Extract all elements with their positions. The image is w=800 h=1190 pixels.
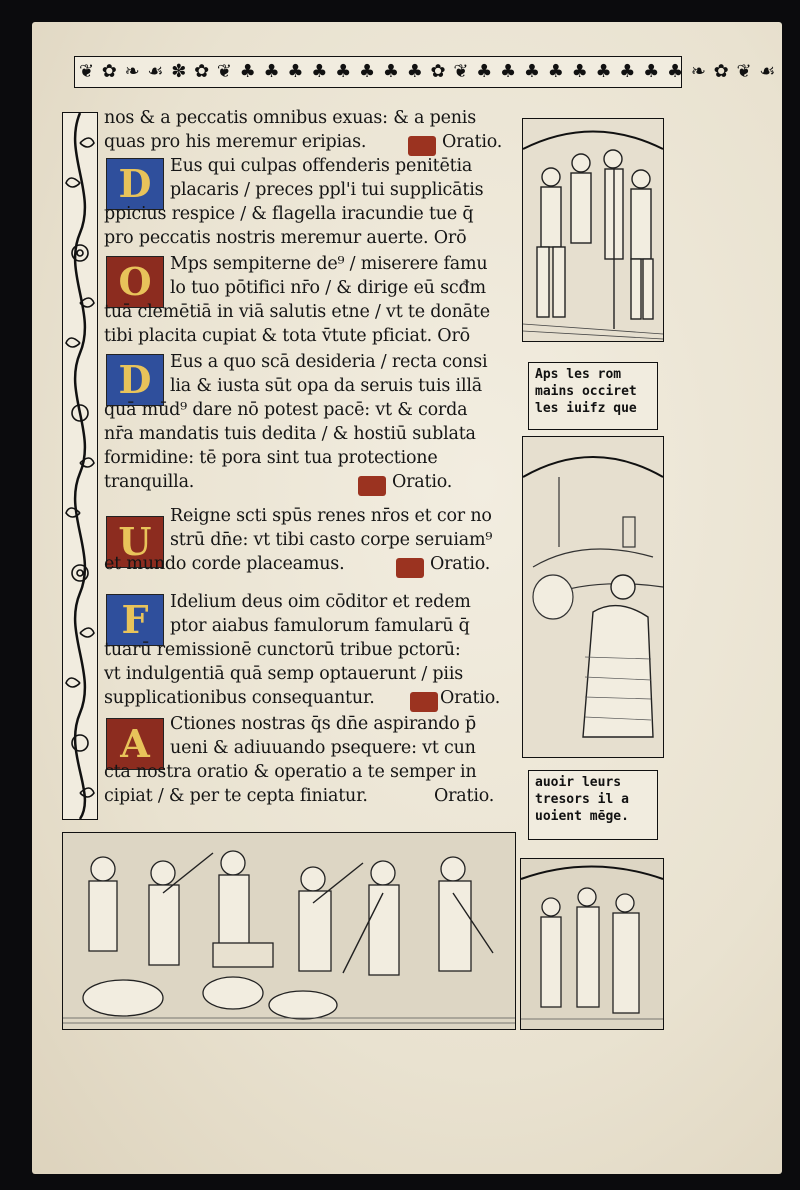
oratio-heading: Oratio. <box>434 786 495 806</box>
illuminated-initial: D <box>106 158 164 210</box>
caption-line: mains occiret <box>535 384 637 399</box>
woodcut-massacre-scene <box>62 832 516 1030</box>
caption-line: Aps les rom <box>535 367 622 382</box>
illuminated-initial: U <box>106 516 164 568</box>
text-line: Eus qui culpas offenderis penitētia <box>170 156 473 176</box>
text-line: tranquilla. <box>104 472 195 492</box>
text-line: cta nostra oratio & operatio a te semper in <box>104 762 477 782</box>
woodcut-small-scene <box>520 858 664 1030</box>
rubric-mark <box>358 476 386 496</box>
woodcut-figures <box>523 119 663 341</box>
caption-line: uoient mēge. <box>535 809 629 824</box>
text-line: pro peccatis nostris meremur auerte. Orō <box>104 228 467 248</box>
text-line: Mps sempiterne de⁹ / miserere famu <box>170 254 488 274</box>
text-line: cipiat / & per te cepta finiatur. <box>104 786 368 806</box>
illuminated-initial: F <box>106 594 164 646</box>
caption-line: tresors il a <box>535 792 629 807</box>
prayer-text-block <box>104 108 516 828</box>
top-ornamental-border <box>74 56 777 88</box>
rubric-mark <box>396 558 424 578</box>
text-line: Ctiones nostras q̄s dn̄e aspirando p̄ <box>170 714 477 734</box>
rubric-mark <box>408 136 436 156</box>
caption-line: auoir leurs <box>535 775 622 790</box>
text-line: Idelium deus oim cōditor et redem <box>170 592 471 612</box>
oratio-heading: Oratio. <box>440 688 501 708</box>
text-line: ppicius respice / & flagella iracundie tue q̄ <box>104 204 474 224</box>
text-line: nr̄a mandatis tuis dedita / & hostiū sublata <box>104 424 476 444</box>
vine-ornament <box>63 113 97 819</box>
text-line: ueni & adiuuando psequere: vt cun <box>170 738 476 758</box>
text-line: quas pro his meremur eripias. <box>104 132 367 152</box>
text-line: nos & a peccatis omnibus exuas: & a penis <box>104 108 476 128</box>
text-line: lo tuo pōtifici nr̄o / & dirige eū scđm <box>170 278 486 298</box>
text-line: quā mūd⁹ dare nō potest pacē: vt & corda <box>104 400 468 420</box>
left-floral-border <box>62 112 98 820</box>
text-line: lia & iusta sūt opa da seruis tuis illā <box>170 376 482 396</box>
text-line: Reigne scti spūs renes nr̄os et cor no <box>170 506 492 526</box>
text-line: vt indulgentiā quā semp optauerunt / piis <box>104 664 464 684</box>
text-line: tuarū remissionē cunctorū tribue pctorū: <box>104 640 461 660</box>
woodcut-crowd <box>63 833 515 1029</box>
text-line: strū dn̄e: vt tibi casto corpe seruiam⁹ <box>170 530 493 550</box>
text-line: placaris / preces ppl'i tui supplicātis <box>170 180 484 200</box>
text-line: Eus a quo scā desideria / recta consi <box>170 352 488 372</box>
text-line: formidine: tē pora sint tua protectione <box>104 448 438 468</box>
rubric-mark <box>410 692 438 712</box>
illuminated-initial: A <box>106 718 164 770</box>
top-border-ornament: ❦ ✿ ❧ ☙ ✽ ✿ ❦ ♣ ♣ ♣ ♣ ♣ ♣ ♣ ♣ ✿ ❦ ♣ ♣ ♣ ♣ ♣ ♣ ♣ ♣ ♣ ❧ ✿ ❦ ☙ <box>79 61 777 82</box>
text-line: ptor aiabus famulorum famularū q̄ <box>170 616 470 636</box>
oratio-heading: Oratio. <box>442 132 503 152</box>
text-line: tuā clemētiā in viā salutis etne / vt te donāte <box>104 302 490 322</box>
woodcut-scene <box>523 437 663 757</box>
woodcut-landscape <box>522 436 664 758</box>
caption-box-2 <box>528 770 658 840</box>
oratio-heading: Oratio. <box>392 472 453 492</box>
woodcut-flagellation <box>522 118 664 342</box>
caption-line: les iuifz que <box>535 401 637 416</box>
text-line: et mundo corde placeamus. <box>104 554 345 574</box>
illuminated-initial: O <box>106 256 164 308</box>
woodcut-group <box>521 859 663 1029</box>
illuminated-initial: D <box>106 354 164 406</box>
caption-box-1 <box>528 362 658 430</box>
text-line: supplicationibus consequantur. <box>104 688 375 708</box>
oratio-heading: Oratio. <box>430 554 491 574</box>
text-line: tibi placita cupiat & tota v̄tute pficiat. Orō <box>104 326 470 346</box>
